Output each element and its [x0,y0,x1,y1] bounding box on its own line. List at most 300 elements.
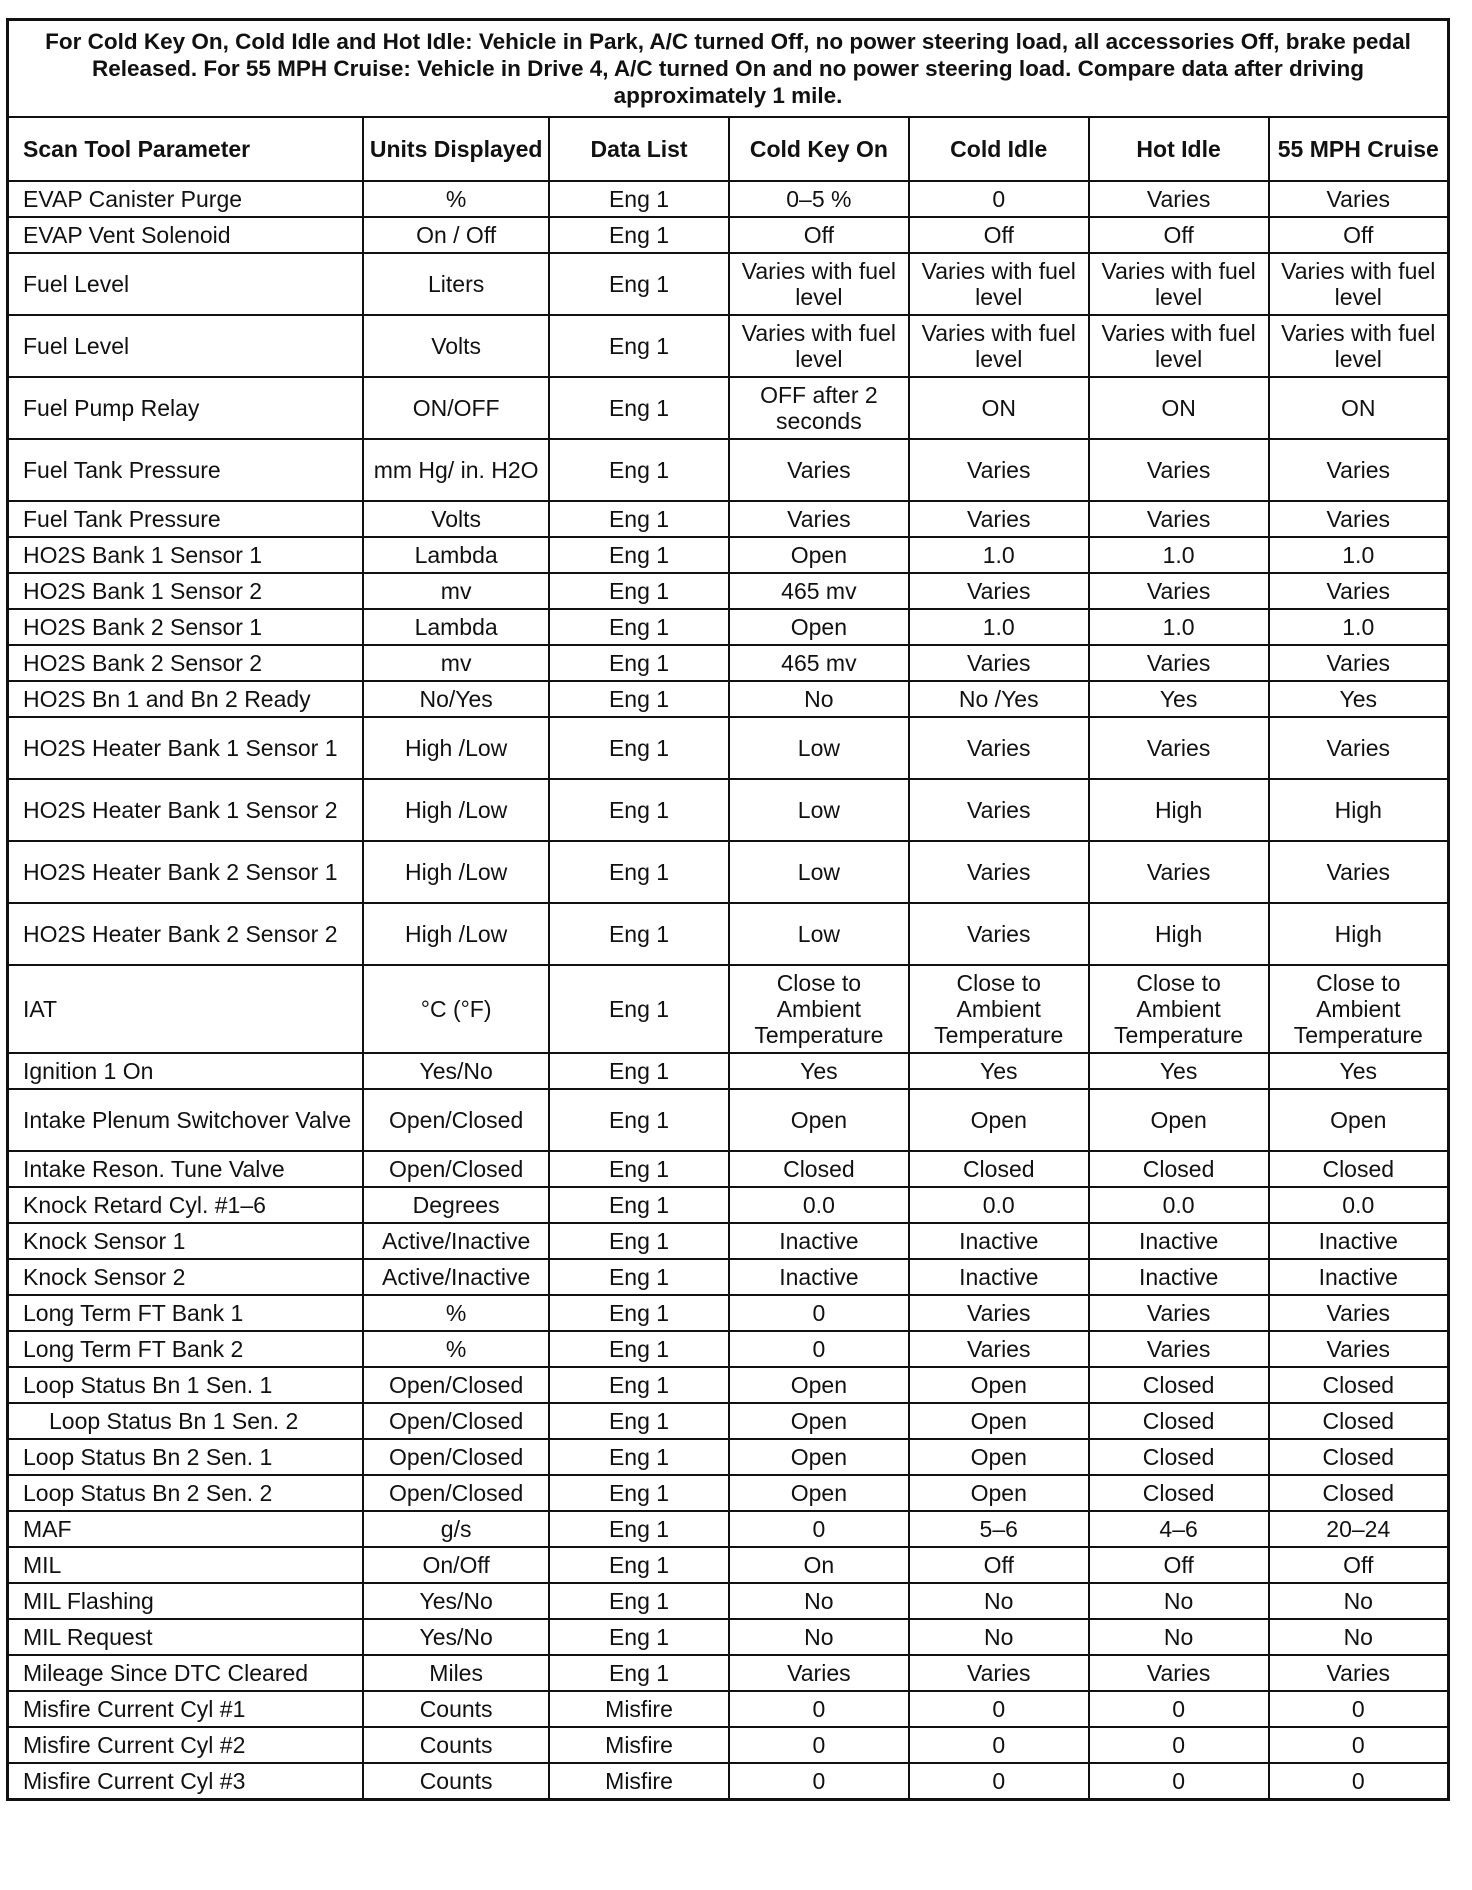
cold-idle-cell: Closed [909,1151,1089,1187]
units-cell: Open/Closed [363,1475,549,1511]
cold-key-on-cell: Varies [729,439,909,501]
cruise-cell: Closed [1269,1367,1449,1403]
hot-idle-cell: Inactive [1089,1223,1269,1259]
table-row [8,1727,1449,1763]
parameter-cell: Fuel Tank Pressure [8,501,364,537]
cold-key-on-cell: On [729,1547,909,1583]
cold-idle-cell: Varies [909,439,1089,501]
parameter-cell: Fuel Level [8,253,364,315]
parameter-cell: IAT [8,965,364,1053]
col-header-hot-idle: Hot Idle [1089,117,1269,181]
data-list-cell: Misfire [549,1763,729,1800]
scan-tool-data-table [6,18,1450,1801]
hot-idle-cell: Closed [1089,1151,1269,1187]
units-cell: Yes/No [363,1053,549,1089]
cruise-cell: Varies [1269,1331,1449,1367]
data-list-cell: Eng 1 [549,645,729,681]
col-header-cold-idle: Cold Idle [909,117,1089,181]
hot-idle-cell: Varies [1089,645,1269,681]
data-list-cell: Eng 1 [549,965,729,1053]
table-row [8,1655,1449,1691]
cold-idle-cell: 1.0 [909,609,1089,645]
hot-idle-cell: Varies with fuel level [1089,315,1269,377]
parameter-cell: Long Term FT Bank 2 [8,1331,364,1367]
cold-key-on-cell: Inactive [729,1259,909,1295]
units-cell: Counts [363,1727,549,1763]
table-row [8,1547,1449,1583]
table-row [8,1367,1449,1403]
parameter-cell: Loop Status Bn 2 Sen. 1 [8,1439,364,1475]
cruise-cell: High [1269,903,1449,965]
hot-idle-cell: 0 [1089,1691,1269,1727]
parameter-cell: MIL Flashing [8,1583,364,1619]
cold-key-on-cell: Close to Ambient Temperature [729,965,909,1053]
cold-idle-cell: Off [909,217,1089,253]
units-cell: Yes/No [363,1619,549,1655]
cold-key-on-cell: Low [729,717,909,779]
cruise-cell: 0 [1269,1691,1449,1727]
hot-idle-cell: Inactive [1089,1259,1269,1295]
cruise-cell: Varies [1269,1655,1449,1691]
cruise-cell: Closed [1269,1403,1449,1439]
cold-key-on-cell: Varies [729,1655,909,1691]
units-cell: % [363,1295,549,1331]
hot-idle-cell: Closed [1089,1367,1269,1403]
cruise-cell: Closed [1269,1475,1449,1511]
cold-idle-cell: Varies with fuel level [909,253,1089,315]
cold-idle-cell: Varies with fuel level [909,315,1089,377]
table-row [8,377,1449,439]
cruise-cell: 1.0 [1269,537,1449,573]
parameter-cell: HO2S Heater Bank 2 Sensor 2 [8,903,364,965]
hot-idle-cell: Closed [1089,1475,1269,1511]
parameter-cell: HO2S Bank 2 Sensor 1 [8,609,364,645]
cruise-cell: Varies [1269,841,1449,903]
units-cell: ON/OFF [363,377,549,439]
parameter-cell: Fuel Pump Relay [8,377,364,439]
hot-idle-cell: ON [1089,377,1269,439]
cruise-cell: High [1269,779,1449,841]
parameter-cell: HO2S Heater Bank 1 Sensor 1 [8,717,364,779]
table-row [8,1763,1449,1800]
parameter-cell: Knock Sensor 1 [8,1223,364,1259]
data-list-cell: Eng 1 [549,1619,729,1655]
hot-idle-cell: Closed [1089,1403,1269,1439]
cruise-cell: Closed [1269,1151,1449,1187]
units-cell: Lambda [363,609,549,645]
units-cell: Counts [363,1691,549,1727]
parameter-cell: HO2S Heater Bank 1 Sensor 2 [8,779,364,841]
table-row [8,1053,1449,1089]
cold-idle-cell: Inactive [909,1223,1089,1259]
table-row [8,1089,1449,1151]
parameter-cell: Intake Plenum Switchover Valve [8,1089,364,1151]
hot-idle-cell: Varies [1089,1295,1269,1331]
cold-key-on-cell: Open [729,1475,909,1511]
units-cell: mv [363,573,549,609]
parameter-cell: Knock Sensor 2 [8,1259,364,1295]
cold-idle-cell: Open [909,1403,1089,1439]
table-row [8,645,1449,681]
parameter-cell: Misfire Current Cyl #1 [8,1691,364,1727]
cold-key-on-cell: 0 [729,1763,909,1800]
cold-idle-cell: Close to Ambient Temperature [909,965,1089,1053]
units-cell: Open/Closed [363,1151,549,1187]
parameter-cell: Mileage Since DTC Cleared [8,1655,364,1691]
cold-idle-cell: Varies [909,645,1089,681]
cold-key-on-cell: 0 [729,1331,909,1367]
parameter-cell: Loop Status Bn 1 Sen. 2 [8,1403,364,1439]
hot-idle-cell: Varies [1089,573,1269,609]
table-row [8,1223,1449,1259]
col-header-units: Units Displayed [363,117,549,181]
data-list-cell: Eng 1 [549,253,729,315]
cold-key-on-cell: Open [729,609,909,645]
cold-idle-cell: Open [909,1439,1089,1475]
cold-key-on-cell: Off [729,217,909,253]
data-list-cell: Eng 1 [549,1475,729,1511]
cold-key-on-cell: OFF after 2 seconds [729,377,909,439]
data-list-cell: Eng 1 [549,1655,729,1691]
cold-idle-cell: 0 [909,1691,1089,1727]
data-list-cell: Eng 1 [549,1403,729,1439]
cold-key-on-cell: Varies with fuel level [729,253,909,315]
data-list-cell: Eng 1 [549,1187,729,1223]
units-cell: Volts [363,501,549,537]
hot-idle-cell: Off [1089,1547,1269,1583]
parameter-cell: Intake Reson. Tune Valve [8,1151,364,1187]
cold-key-on-cell: Open [729,1439,909,1475]
table-row [8,717,1449,779]
data-list-cell: Eng 1 [549,681,729,717]
data-list-cell: Eng 1 [549,1439,729,1475]
cold-key-on-cell: Low [729,841,909,903]
parameter-cell: Misfire Current Cyl #3 [8,1763,364,1800]
parameter-cell: Misfire Current Cyl #2 [8,1727,364,1763]
col-header-data-list: Data List [549,117,729,181]
data-list-cell: Eng 1 [549,1259,729,1295]
cold-idle-cell: Open [909,1475,1089,1511]
col-header-cold-key-on: Cold Key On [729,117,909,181]
cruise-cell: No [1269,1619,1449,1655]
hot-idle-cell: Closed [1089,1439,1269,1475]
cold-key-on-cell: 0 [729,1727,909,1763]
cold-idle-cell: 0 [909,1763,1089,1800]
cold-idle-cell: No [909,1583,1089,1619]
table-row [8,903,1449,965]
cold-idle-cell: No /Yes [909,681,1089,717]
cold-idle-cell: Off [909,1547,1089,1583]
table-row [8,573,1449,609]
cold-idle-cell: Varies [909,501,1089,537]
cold-idle-cell: 0.0 [909,1187,1089,1223]
cruise-cell: ON [1269,377,1449,439]
cruise-cell: Yes [1269,1053,1449,1089]
units-cell: On/Off [363,1547,549,1583]
cold-idle-cell: Varies [909,717,1089,779]
cruise-cell: Varies [1269,1295,1449,1331]
hot-idle-cell: 1.0 [1089,609,1269,645]
parameter-cell: HO2S Heater Bank 2 Sensor 1 [8,841,364,903]
units-cell: Volts [363,315,549,377]
parameter-cell: HO2S Bank 2 Sensor 2 [8,645,364,681]
units-cell: High /Low [363,717,549,779]
hot-idle-cell: 1.0 [1089,537,1269,573]
data-list-cell: Eng 1 [549,903,729,965]
col-header-55-mph-cruise: 55 MPH Cruise [1269,117,1449,181]
cold-key-on-cell: Open [729,1089,909,1151]
cruise-cell: Off [1269,217,1449,253]
cold-key-on-cell: Closed [729,1151,909,1187]
table-row [8,315,1449,377]
cold-idle-cell: Varies [909,903,1089,965]
cold-key-on-cell: Varies with fuel level [729,315,909,377]
parameter-cell: Ignition 1 On [8,1053,364,1089]
hot-idle-cell: Varies [1089,717,1269,779]
data-list-cell: Eng 1 [549,1331,729,1367]
data-list-cell: Eng 1 [549,1223,729,1259]
data-list-cell: Eng 1 [549,537,729,573]
cold-key-on-cell: 0 [729,1295,909,1331]
cold-key-on-cell: 0.0 [729,1187,909,1223]
cruise-cell: Close to Ambient Temperature [1269,965,1449,1053]
table-row [8,439,1449,501]
cruise-cell: 1.0 [1269,609,1449,645]
hot-idle-cell: No [1089,1583,1269,1619]
cold-idle-cell: Varies [909,779,1089,841]
hot-idle-cell: Off [1089,217,1269,253]
parameter-cell: Loop Status Bn 2 Sen. 2 [8,1475,364,1511]
hot-idle-cell: 0.0 [1089,1187,1269,1223]
cold-key-on-cell: 465 mv [729,645,909,681]
cruise-cell: No [1269,1583,1449,1619]
table-row [8,841,1449,903]
cruise-cell: 20–24 [1269,1511,1449,1547]
table-row [8,1691,1449,1727]
cold-key-on-cell: Low [729,779,909,841]
data-list-cell: Eng 1 [549,1089,729,1151]
cruise-cell: Varies [1269,645,1449,681]
cold-idle-cell: Varies [909,841,1089,903]
hot-idle-cell: Close to Ambient Temperature [1089,965,1269,1053]
cold-idle-cell: 1.0 [909,537,1089,573]
data-list-cell: Eng 1 [549,1151,729,1187]
parameter-cell: MIL Request [8,1619,364,1655]
cold-idle-cell: Open [909,1367,1089,1403]
table-row [8,609,1449,645]
parameter-cell: Fuel Level [8,315,364,377]
table-row [8,181,1449,217]
units-cell: Active/Inactive [363,1259,549,1295]
parameter-cell: EVAP Canister Purge [8,181,364,217]
data-list-cell: Eng 1 [549,181,729,217]
cold-key-on-cell: Varies [729,501,909,537]
table-row [8,253,1449,315]
units-cell: On / Off [363,217,549,253]
data-list-cell: Eng 1 [549,717,729,779]
cruise-cell: Closed [1269,1439,1449,1475]
units-cell: Active/Inactive [363,1223,549,1259]
hot-idle-cell: High [1089,779,1269,841]
table-row [8,1475,1449,1511]
units-cell: Liters [363,253,549,315]
table-row [8,965,1449,1053]
hot-idle-cell: Varies [1089,181,1269,217]
hot-idle-cell: Varies with fuel level [1089,253,1269,315]
cruise-cell: 0 [1269,1763,1449,1800]
table-row [8,1331,1449,1367]
units-cell: Yes/No [363,1583,549,1619]
data-list-cell: Eng 1 [549,573,729,609]
cold-key-on-cell: Inactive [729,1223,909,1259]
units-cell: Open/Closed [363,1403,549,1439]
cruise-cell: Varies with fuel level [1269,253,1449,315]
cold-idle-cell: 5–6 [909,1511,1089,1547]
data-list-cell: Eng 1 [549,1053,729,1089]
cold-idle-cell: Yes [909,1053,1089,1089]
data-list-cell: Eng 1 [549,315,729,377]
hot-idle-cell: Varies [1089,841,1269,903]
data-list-cell: Eng 1 [549,609,729,645]
hot-idle-cell: 0 [1089,1763,1269,1800]
units-cell: mm Hg/ in. H2O [363,439,549,501]
cruise-cell: Open [1269,1089,1449,1151]
data-list-cell: Misfire [549,1727,729,1763]
cruise-cell: 0.0 [1269,1187,1449,1223]
cruise-cell: Off [1269,1547,1449,1583]
col-header-parameter: Scan Tool Parameter [8,117,364,181]
hot-idle-cell: Yes [1089,1053,1269,1089]
data-list-cell: Eng 1 [549,1295,729,1331]
parameter-cell: Long Term FT Bank 1 [8,1295,364,1331]
units-cell: High /Low [363,841,549,903]
cold-idle-cell: ON [909,377,1089,439]
cold-idle-cell: No [909,1619,1089,1655]
hot-idle-cell: 0 [1089,1727,1269,1763]
hot-idle-cell: 4–6 [1089,1511,1269,1547]
hot-idle-cell: No [1089,1619,1269,1655]
data-list-cell: Eng 1 [549,1367,729,1403]
data-list-cell: Misfire [549,1691,729,1727]
cold-key-on-cell: Open [729,1403,909,1439]
data-list-cell: Eng 1 [549,1583,729,1619]
column-header-row [8,117,1449,181]
parameter-cell: Fuel Tank Pressure [8,439,364,501]
parameter-cell: MAF [8,1511,364,1547]
cruise-cell: Varies [1269,439,1449,501]
data-list-cell: Eng 1 [549,501,729,537]
cold-idle-cell: Open [909,1089,1089,1151]
hot-idle-cell: Varies [1089,439,1269,501]
cold-key-on-cell: Low [729,903,909,965]
cold-key-on-cell: Open [729,1367,909,1403]
units-cell: % [363,1331,549,1367]
cold-idle-cell: Varies [909,1295,1089,1331]
table-row [8,1151,1449,1187]
units-cell: High /Low [363,779,549,841]
parameter-cell: HO2S Bank 1 Sensor 1 [8,537,364,573]
cold-key-on-cell: 0 [729,1511,909,1547]
cold-idle-cell: Inactive [909,1259,1089,1295]
data-list-cell: Eng 1 [549,841,729,903]
cold-key-on-cell: 0–5 % [729,181,909,217]
cold-key-on-cell: 0 [729,1691,909,1727]
units-cell: Open/Closed [363,1439,549,1475]
table-row [8,1439,1449,1475]
table-row [8,1403,1449,1439]
cold-idle-cell: 0 [909,1727,1089,1763]
table-row [8,1583,1449,1619]
table-row [8,1187,1449,1223]
cruise-cell: Varies [1269,181,1449,217]
cold-idle-cell: Varies [909,573,1089,609]
hot-idle-cell: Varies [1089,1331,1269,1367]
cold-key-on-cell: Open [729,537,909,573]
units-cell: Lambda [363,537,549,573]
units-cell: Open/Closed [363,1367,549,1403]
cold-idle-cell: Varies [909,1331,1089,1367]
table-row [8,1259,1449,1295]
units-cell: Counts [363,1763,549,1800]
units-cell: Miles [363,1655,549,1691]
hot-idle-cell: Yes [1089,681,1269,717]
table-row [8,537,1449,573]
cold-key-on-cell: Yes [729,1053,909,1089]
data-list-cell: Eng 1 [549,1511,729,1547]
cruise-cell: Varies with fuel level [1269,315,1449,377]
hot-idle-cell: High [1089,903,1269,965]
table-row [8,681,1449,717]
cold-key-on-cell: No [729,1619,909,1655]
cruise-cell: Inactive [1269,1259,1449,1295]
data-list-cell: Eng 1 [549,779,729,841]
table-row [8,501,1449,537]
hot-idle-cell: Varies [1089,1655,1269,1691]
cold-key-on-cell: No [729,681,909,717]
units-cell: g/s [363,1511,549,1547]
scan-tool-data-sheet [6,18,1450,1801]
parameter-cell: EVAP Vent Solenoid [8,217,364,253]
units-cell: Degrees [363,1187,549,1223]
table-row [8,1295,1449,1331]
hot-idle-cell: Open [1089,1089,1269,1151]
cold-key-on-cell: No [729,1583,909,1619]
cruise-cell: Varies [1269,717,1449,779]
data-list-cell: Eng 1 [549,439,729,501]
cold-idle-cell: Varies [909,1655,1089,1691]
units-cell: High /Low [363,903,549,965]
parameter-cell: HO2S Bank 1 Sensor 2 [8,573,364,609]
cruise-cell: Varies [1269,573,1449,609]
table-row [8,1619,1449,1655]
data-list-cell: Eng 1 [549,217,729,253]
units-cell: mv [363,645,549,681]
data-list-cell: Eng 1 [549,1547,729,1583]
units-cell: No/Yes [363,681,549,717]
table-row [8,217,1449,253]
hot-idle-cell: Varies [1089,501,1269,537]
table-row [8,779,1449,841]
cruise-cell: Yes [1269,681,1449,717]
units-cell: °C (°F) [363,965,549,1053]
units-cell: % [363,181,549,217]
units-cell: Open/Closed [363,1089,549,1151]
table-row [8,1511,1449,1547]
cruise-cell: Inactive [1269,1223,1449,1259]
cruise-cell: Varies [1269,501,1449,537]
cold-idle-cell: 0 [909,181,1089,217]
parameter-cell: MIL [8,1547,364,1583]
